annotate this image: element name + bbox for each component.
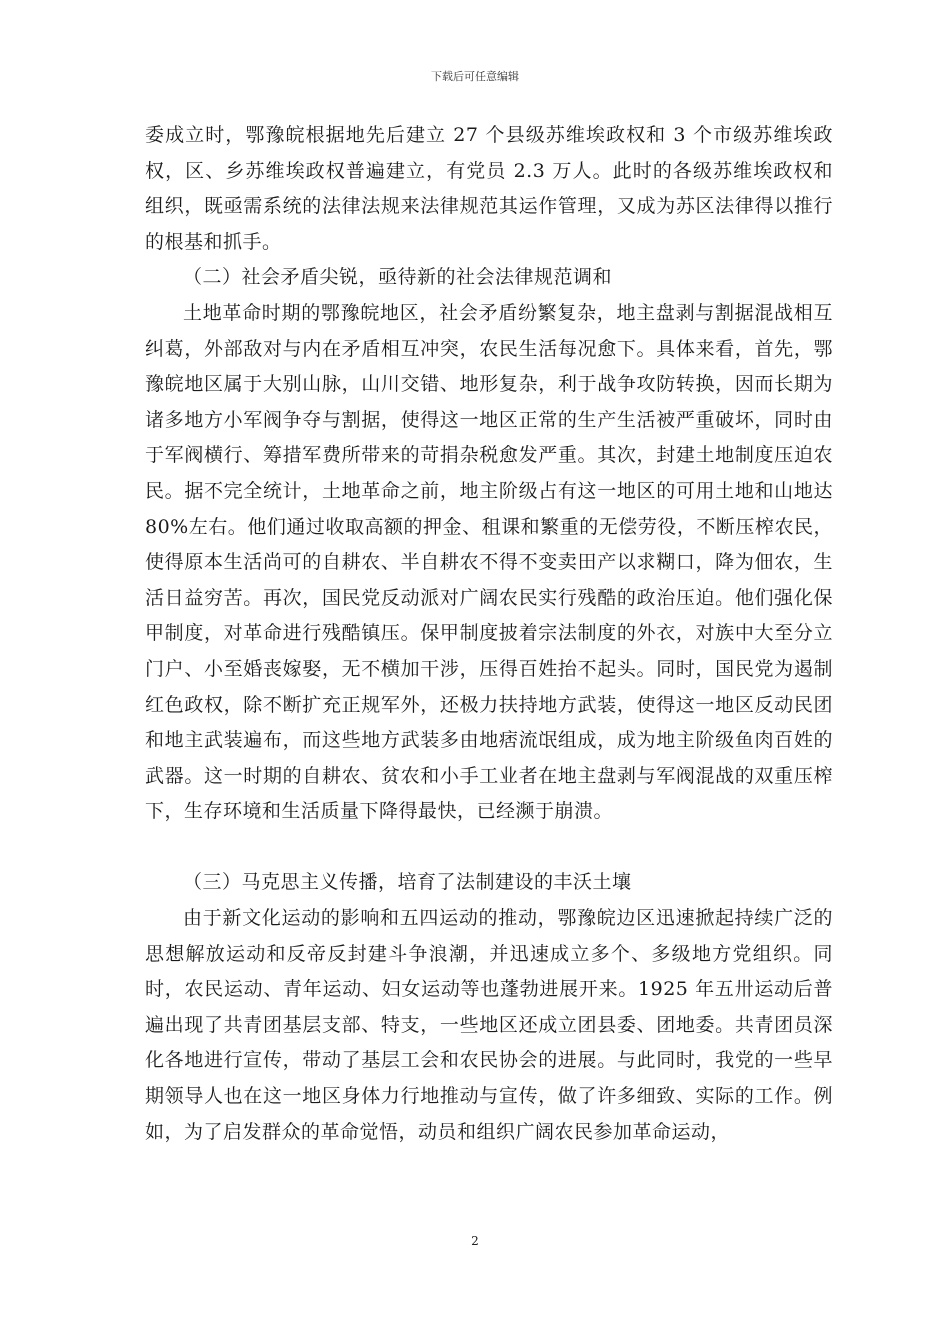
section-heading-3: （三）马克思主义传播，培育了法制建设的丰沃土壤 [183,871,632,894]
page-header: 下载后可任意编辑 [431,70,519,83]
paragraph-3: 由于新文化运动的影响和五四运动的推动，鄂豫皖边区迅速掀起持续广泛的思想解放运动和反帝反封建斗争浪潮，并迅速成立多个、多级地方党组织。同时，农民运动、青年运动、妇女运动等也蓬勃进展开来。1925 年五卅运动后普遍出现了共青团基层支部、特支，一些地区还成立团县委、团地委。共青团员深化各地进行宣传，带动了基层工会和农民协会的进展。与此同时，我党的一些早期领导人也在这一地区身体力行地推动与宣传，做了许多细致、实际的工作。例如，为了启发群众的革命觉悟，动员和组织广阔农民参加革命运动， [145,907,833,1143]
paragraph-1: 委成立时，鄂豫皖根据地先后建立 27 个县级苏维埃政权和 3 个市级苏维埃政权，区、乡苏维埃政权普遍建立，有党员 2.3 万人。此时的各级苏维埃政权和组织，既亟需系统的法律法规来法律规范其运作管理，又成为苏区法律得以推行的根基和抓手。 [145,124,833,253]
section-heading-2: （二）社会矛盾尖锐，亟待新的社会法律规范调和 [183,266,613,289]
document-body [145,118,833,1150]
page-number: 2 [471,1234,479,1248]
paragraph-2: 土地革命时期的鄂豫皖地区，社会矛盾纷繁复杂，地主盘剥与割据混战相互纠葛，外部敌对与内在矛盾相互冲突，农民生活每况愈下。具体来看，首先，鄂豫皖地区属于大别山脉，山川交错、地形复杂，利于战争攻防转换，因而长期为诸多地方小军阀争夺与割据，使得这一地区正常的生产生活被严重破坏，同时由于军阀横行、筹措军费所带来的苛捐杂税愈发严重。其次，封建土地制度压迫农民。据不完全统计，土地革命之前，地主阶级占有这一地区的可用土地和山地达 80%左右。他们通过收取高额的押金、租课和繁重的无偿劳役，不断压榨农民，使得原本生活尚可的自耕农、半自耕农不得不变卖田产以求糊口，降为佃农，生活日益穷苦。再次，国民党反动派对广阔农民实行残酷的政治压迫。他们强化保甲制度，对革命进行残酷镇压。保甲制度披着宗法制度的外衣，对族中大至分立门户、小至婚丧嫁娶，无不横加干涉，压得百姓抬不起头。同时，国民党为遏制红色政权，除不断扩充正规军外，还极力扶持地方武装，使得这一地区反动民团和地主武装遍布，而这些地方武装多由地痞流氓组成，成为地主阶级鱼肉百姓的武器。这一时期的自耕农、贫农和小手工业者在地主盘剥与军阀混战的双重压榨下，生存环境和生活质量下降得最快，已经濒于崩溃。 [145,301,833,823]
